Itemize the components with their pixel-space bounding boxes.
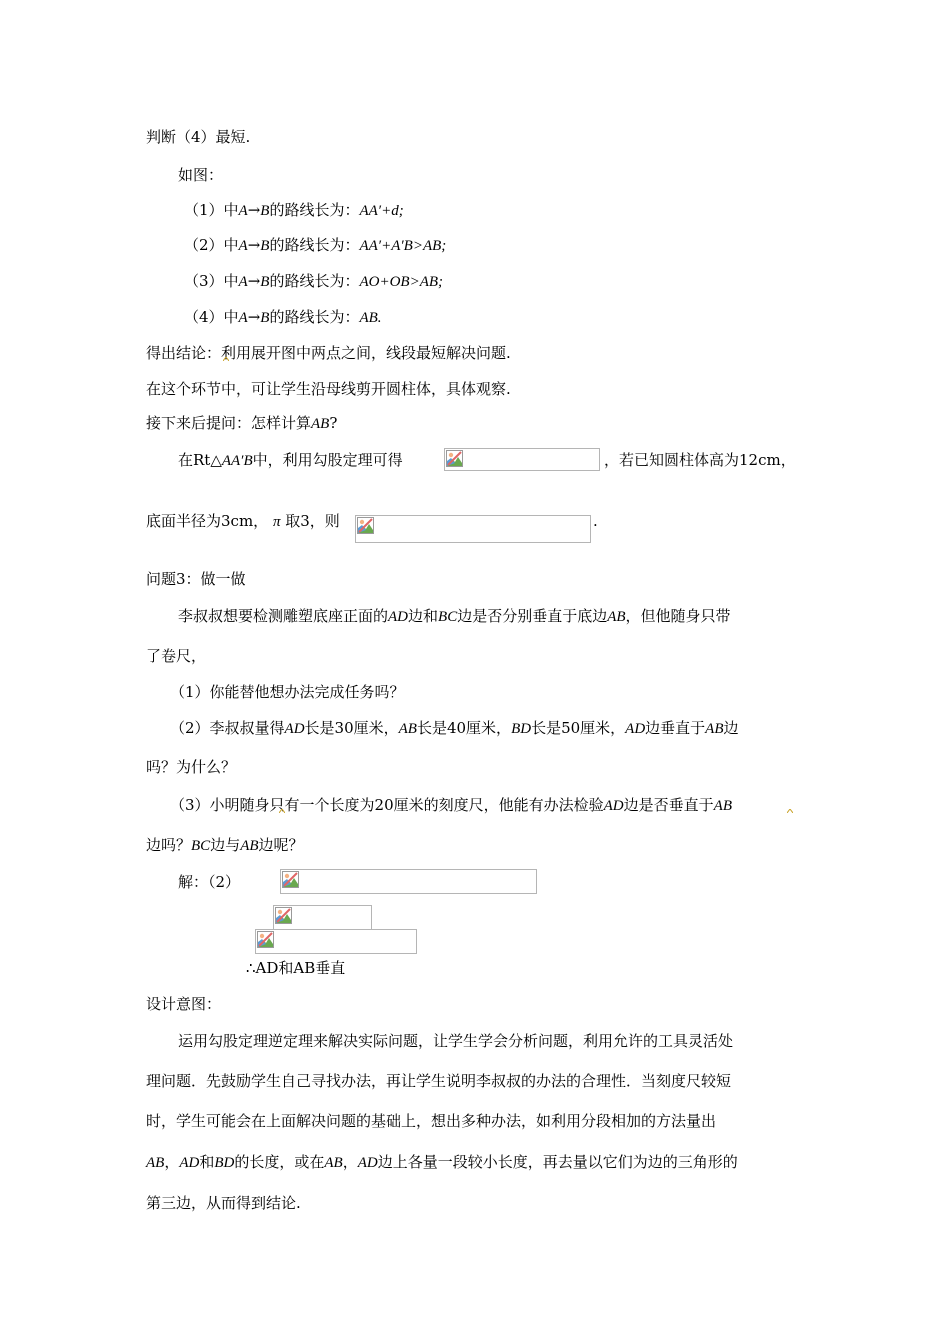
broken-image-icon	[446, 450, 463, 467]
text-line-8: 在这个环节中，可让学生沿母线剪开圆柱体，具体观察.	[146, 380, 511, 398]
text-line-2: 如图：	[178, 166, 224, 184]
edit-mark-icon	[279, 809, 285, 813]
design-intent-title: 设计意图：	[146, 995, 222, 1013]
problem-3-title: 问题3：做一做	[146, 570, 246, 588]
route-line-4: （4）中A→B的路线长为：AB.	[184, 308, 382, 326]
solution-image-2	[273, 905, 372, 930]
broken-image-icon	[275, 907, 292, 924]
solution-image-3	[255, 929, 417, 954]
route-line-1: （1）中A→B的路线长为：AA′+d;	[184, 201, 404, 219]
design-intent-line-3: 时，学生可能会在上面解决问题的基础上，想出多种办法，如利用分段相加的方法量出	[146, 1112, 717, 1130]
radius-line-end: .	[593, 512, 598, 530]
design-intent-line-1: 运用勾股定理逆定理来解决实际问题，让学生学会分析问题，利用允许的工具灵活处	[178, 1032, 734, 1050]
broken-image-icon	[282, 871, 299, 888]
text-line-1: 判断（4）最短.	[146, 128, 251, 146]
pythagoras-line-tail: ，若已知圆柱体高为12cm，	[604, 451, 796, 469]
sub-question-2-cont: 吗？为什么？	[146, 758, 237, 776]
conclusion-line: 得出结论：利用展开图中两点之间，线段最短解决问题.	[146, 344, 511, 362]
sub-question-1: （1）你能替他想办法完成任务吗？	[170, 683, 405, 701]
design-intent-line-2: 理问题．先鼓励学生自己寻找办法，再让学生说明李叔叔的办法的合理性．当刻度尺较短	[146, 1072, 732, 1090]
route-line-2: （2）中A→B的路线长为：AA′+A′B>AB;	[184, 236, 447, 254]
broken-image-icon	[257, 931, 274, 948]
broken-image-icon	[357, 517, 374, 534]
route-line-3: （3）中A→B的路线长为：AO+OB>AB;	[184, 272, 444, 290]
radius-line: 底面半径为3cm， π 取3，则	[146, 512, 340, 530]
design-intent-line-5: 第三边，从而得到结论.	[146, 1194, 301, 1212]
solution-image-1	[280, 869, 537, 894]
problem-text-line-1: 李叔叔想要检测雕塑底座正面的AD边和BC边是否分别垂直于底边AB，但他随身只带	[178, 607, 731, 625]
sub-question-3: （3）小明随身只有一个长度为20厘米的刻度尺，他能有办法检验AD边是否垂直于AB	[170, 796, 732, 814]
edit-mark-icon	[787, 809, 793, 813]
solution-label: 解：（2）	[178, 873, 241, 891]
sub-question-3-cont: 边吗？BC边与AB边呢？	[146, 836, 304, 854]
formula-image-2	[355, 515, 591, 543]
edit-mark-icon	[223, 357, 229, 361]
sub-question-2: （2）李叔叔量得AD长是30厘米，AB长是40厘米，BD长是50厘米，AD边垂直于AB边	[170, 719, 739, 737]
design-intent-line-4: AB，AD和BD的长度，或在AB，AD边上各量一段较小长度，再去量以它们为边的三角形的	[146, 1153, 738, 1171]
formula-image-1	[444, 448, 600, 471]
pythagoras-line: 在Rt△AA′B中，利用勾股定理可得	[178, 451, 403, 469]
question-line: 接下来后提问：怎样计算AB?	[146, 414, 338, 432]
problem-text-line-2: 了卷尺，	[146, 647, 207, 665]
solution-conclusion: ∴AD和AB垂直	[246, 959, 346, 977]
